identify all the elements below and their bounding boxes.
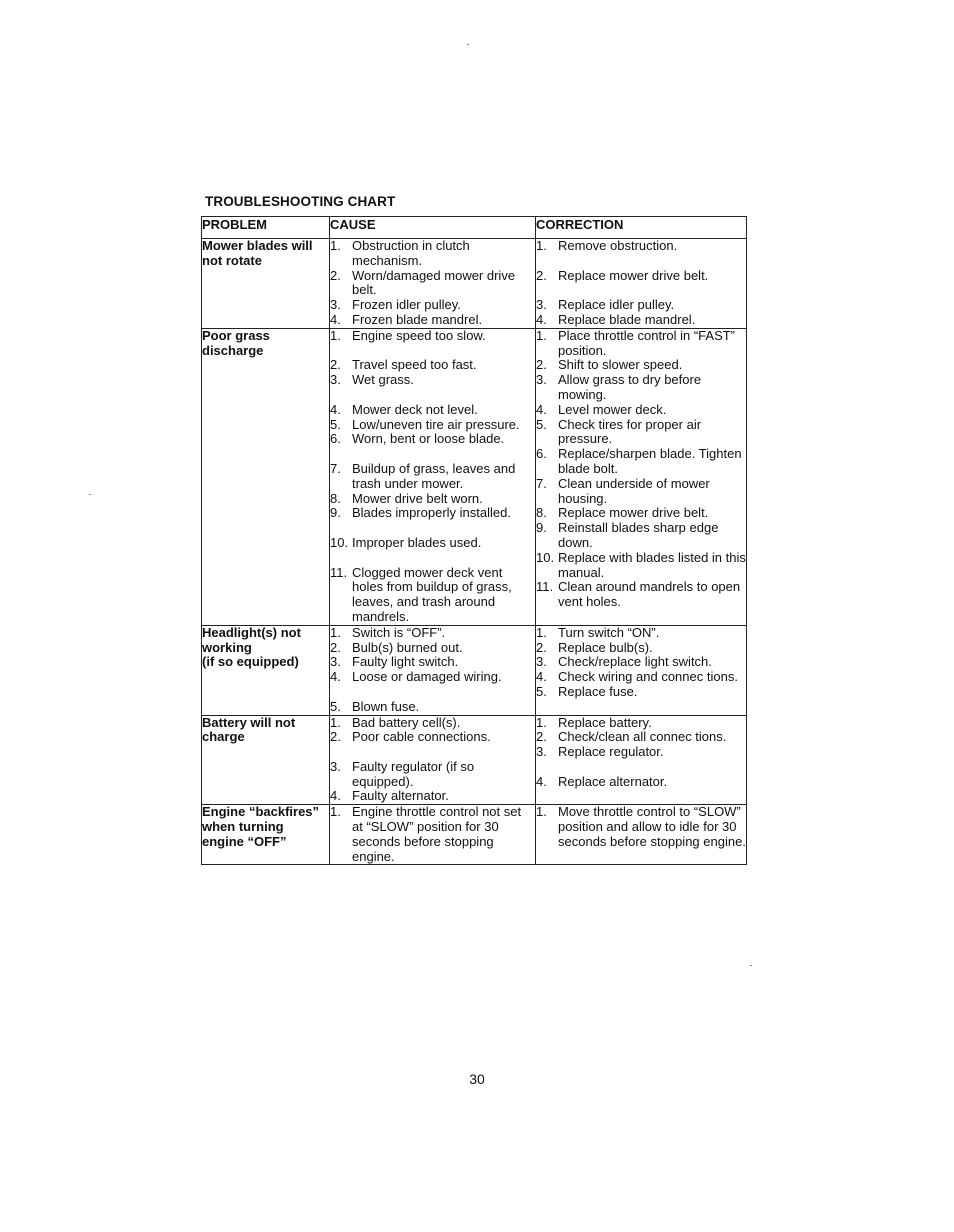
item-number: 3. (330, 654, 341, 670)
list-item (330, 432, 535, 447)
item-text: Engine throttle control not set at “SLOW” position for 30 seconds before stopping engine. (352, 804, 522, 864)
problem-text: when turning (202, 819, 284, 835)
item-number: 1. (330, 327, 341, 343)
list-item (536, 521, 746, 551)
list-item (330, 536, 535, 551)
item-number: 4. (536, 311, 547, 327)
item-number: 2. (536, 729, 547, 745)
problem-cell (202, 625, 330, 715)
item-text: Replace with blades listed in this manual. (558, 549, 746, 580)
item-number: 1. (330, 624, 341, 640)
item-text: Worn, bent or loose blade. (352, 431, 505, 447)
item-text: Bulb(s) burned out. (352, 639, 463, 655)
item-text: Clean around mandrels to open vent holes. (558, 579, 741, 610)
list-item (330, 373, 535, 388)
item-text: Check/clean all connec tions. (558, 729, 727, 745)
item-number: 2. (330, 267, 341, 283)
list-item (330, 269, 535, 299)
item-text: Clean underside of mower housing. (558, 475, 710, 506)
item-number: 1. (536, 804, 547, 820)
item-text: Blades improperly installed. (352, 505, 511, 521)
list-item (536, 641, 746, 656)
list-item (536, 477, 746, 507)
item-number: 4. (330, 311, 341, 327)
list-item (536, 373, 746, 403)
item-number: 2. (536, 267, 547, 283)
problem-text: Headlight(s) not (202, 624, 301, 640)
item-number: 2. (330, 357, 341, 373)
scan-speck (89, 494, 91, 495)
item-number: 5. (330, 416, 341, 432)
item-number: 9. (330, 505, 341, 521)
list-item (330, 760, 535, 790)
list-item (330, 239, 535, 269)
list-item (330, 716, 535, 731)
problem-cell (202, 715, 330, 805)
list-item (536, 506, 746, 521)
item-text: Check/replace light switch. (558, 654, 712, 670)
list-item (330, 403, 535, 418)
item-text: Faulty light switch. (352, 654, 459, 670)
cause-cell (330, 805, 536, 865)
list-item (536, 298, 746, 313)
item-text: Travel speed too fast. (352, 357, 477, 373)
list-item (330, 492, 535, 507)
item-number: 11. (330, 564, 348, 580)
page-number: 30 (469, 1071, 485, 1087)
list-item (536, 716, 746, 731)
troubleshooting-table (201, 216, 747, 865)
problem-text: charge (202, 729, 245, 745)
item-text: Allow grass to dry before mowing. (558, 372, 702, 402)
item-text: Obstruction in clutch mechanism. (352, 238, 470, 268)
table-row (202, 625, 747, 715)
list-item (536, 313, 746, 328)
problem-text: Engine “backfires” (202, 804, 320, 820)
list-item (536, 418, 746, 448)
item-number: 7. (536, 475, 547, 491)
list-item (536, 358, 746, 373)
problem-cell (202, 328, 330, 625)
item-text: Clogged mower deck vent holes from buildup of grass, leaves, and trash around mandrels. (352, 564, 512, 624)
list-item (536, 239, 746, 254)
list-item (536, 403, 746, 418)
cause-cell (330, 625, 536, 715)
list-item (330, 789, 535, 804)
problem-text: working (202, 639, 252, 655)
item-number: 7. (330, 460, 341, 476)
problem-text: (if so equipped) (202, 654, 299, 670)
problem-text: engine “OFF” (202, 833, 287, 849)
problem-text: discharge (202, 342, 264, 358)
item-number: 4. (330, 788, 341, 804)
list-item (330, 566, 535, 625)
item-text: Faulty regulator (if so equipped). (352, 758, 475, 789)
table-row (202, 805, 747, 865)
item-text: Poor cable connections. (352, 729, 491, 745)
list-item (330, 655, 535, 670)
table-row (202, 239, 747, 329)
item-text: Check tires for proper air pressure. (558, 416, 702, 447)
list-item (330, 506, 535, 521)
cause-cell (330, 328, 536, 625)
item-text: Bad battery cell(s). (352, 714, 461, 730)
list-item (330, 626, 535, 641)
list-item (536, 670, 746, 685)
problem-text: not rotate (202, 252, 262, 268)
problem-cell (202, 805, 330, 865)
item-text: Replace fuse. (558, 683, 638, 699)
problem-text: Battery will not (202, 714, 296, 730)
item-text: Replace/sharpen blade. Tighten blade bolt. (558, 446, 742, 476)
problem-text: Poor grass (202, 327, 270, 343)
item-number: 1. (330, 238, 341, 253)
scan-speck (750, 965, 752, 966)
list-item (330, 670, 535, 685)
table-row (202, 715, 747, 805)
list-item (536, 626, 746, 641)
item-text: Improper blades used. (352, 534, 482, 550)
item-text: Remove obstruction. (558, 238, 678, 253)
item-number: 6. (536, 446, 547, 462)
item-text: Replace blade mandrel. (558, 311, 696, 327)
item-number: 8. (536, 505, 547, 521)
correction-cell (536, 715, 747, 805)
scan-speck (467, 44, 469, 45)
item-number: 3. (330, 758, 341, 774)
item-text: Mower drive belt worn. (352, 490, 483, 506)
item-number: 1. (330, 804, 341, 820)
list-item (536, 447, 746, 477)
item-number: 5. (536, 416, 547, 432)
item-number: 1. (536, 238, 547, 253)
item-number: 1. (330, 714, 341, 730)
list-item (536, 329, 746, 359)
item-text: Replace mower drive belt. (558, 505, 709, 521)
chart-title: TROUBLESHOOTING CHART (205, 194, 396, 209)
item-number: 4. (330, 401, 341, 417)
item-number: 1. (536, 714, 547, 730)
correction-cell (536, 328, 747, 625)
item-number: 1. (536, 327, 547, 343)
list-item (536, 775, 746, 790)
list-item (330, 329, 535, 344)
list-item (536, 805, 746, 849)
correction-cell (536, 239, 747, 329)
item-text: Worn/damaged mower drive belt. (352, 267, 516, 298)
item-text: Replace regulator. (558, 744, 664, 760)
item-number: 4. (536, 669, 547, 685)
item-number: 3. (330, 297, 341, 313)
item-number: 4. (536, 773, 547, 789)
list-item (536, 745, 746, 760)
item-number: 3. (330, 372, 341, 388)
problem-text: Mower blades will (202, 238, 313, 253)
item-number: 3. (536, 654, 547, 670)
list-item (330, 805, 535, 864)
item-text: Shift to slower speed. (558, 357, 683, 373)
item-number: 2. (536, 357, 547, 373)
item-text: Replace alternator. (558, 773, 668, 789)
list-item (330, 700, 535, 715)
item-text: Place throttle control in “FAST” position. (558, 327, 736, 358)
item-number: 5. (330, 698, 341, 714)
item-number: 2. (536, 639, 547, 655)
header-correction: CORRECTION (536, 217, 747, 239)
header-cause: CAUSE (330, 217, 536, 239)
item-text: Replace bulb(s). (558, 639, 653, 655)
item-number: 4. (330, 669, 341, 685)
header-problem: PROBLEM (202, 217, 330, 239)
list-item (330, 313, 535, 328)
item-number: 3. (536, 744, 547, 760)
list-item (536, 730, 746, 745)
list-item (330, 641, 535, 656)
item-text: Blown fuse. (352, 698, 420, 714)
item-text: Turn switch “ON”. (558, 624, 660, 640)
list-item (536, 655, 746, 670)
list-item (330, 462, 535, 492)
item-number: 9. (536, 520, 547, 536)
list-item (536, 685, 746, 700)
table-row (202, 328, 747, 625)
correction-cell (536, 625, 747, 715)
item-number: 8. (330, 490, 341, 506)
item-text: Reinstall blades sharp edge down. (558, 520, 719, 550)
item-number: 3. (536, 372, 547, 388)
item-text: Low/uneven tire air pressure. (352, 416, 520, 432)
item-text: Switch is “OFF”. (352, 624, 446, 640)
item-text: Wet grass. (352, 372, 414, 388)
list-item (536, 269, 746, 284)
item-text: Replace idler pulley. (558, 297, 675, 313)
item-text: Level mower deck. (558, 401, 667, 417)
item-number: 11. (536, 579, 554, 595)
item-number: 1. (536, 624, 547, 640)
item-text: Frozen idler pulley. (352, 297, 461, 313)
problem-cell (202, 239, 330, 329)
correction-cell (536, 805, 747, 865)
item-number: 2. (330, 639, 341, 655)
item-text: Loose or damaged wiring. (352, 669, 502, 685)
item-text: Replace mower drive belt. (558, 267, 709, 283)
list-item (536, 551, 746, 581)
list-item (330, 418, 535, 433)
item-number: 4. (536, 401, 547, 417)
item-text: Check wiring and connec tions. (558, 669, 738, 685)
list-item (330, 298, 535, 313)
item-number: 2. (330, 729, 341, 745)
header-row (202, 217, 747, 239)
item-text: Buildup of grass, leaves and trash under mower. (352, 460, 516, 491)
item-text: Mower deck not level. (352, 401, 478, 417)
item-text: Engine speed too slow. (352, 327, 486, 343)
item-number: 3. (536, 297, 547, 313)
item-text: Move throttle control to “SLOW” position and allow to idle for 30 seconds before stopping engine. (558, 804, 746, 849)
item-text: Faulty alternator. (352, 788, 449, 804)
item-text: Replace battery. (558, 714, 652, 730)
item-text: Frozen blade mandrel. (352, 311, 483, 327)
item-number: 5. (536, 683, 547, 699)
item-number: 10. (330, 534, 349, 550)
list-item (330, 730, 535, 745)
cause-cell (330, 239, 536, 329)
list-item (536, 580, 746, 610)
item-number: 10. (536, 549, 555, 565)
item-number: 6. (330, 431, 341, 447)
list-item (330, 358, 535, 373)
cause-cell (330, 715, 536, 805)
